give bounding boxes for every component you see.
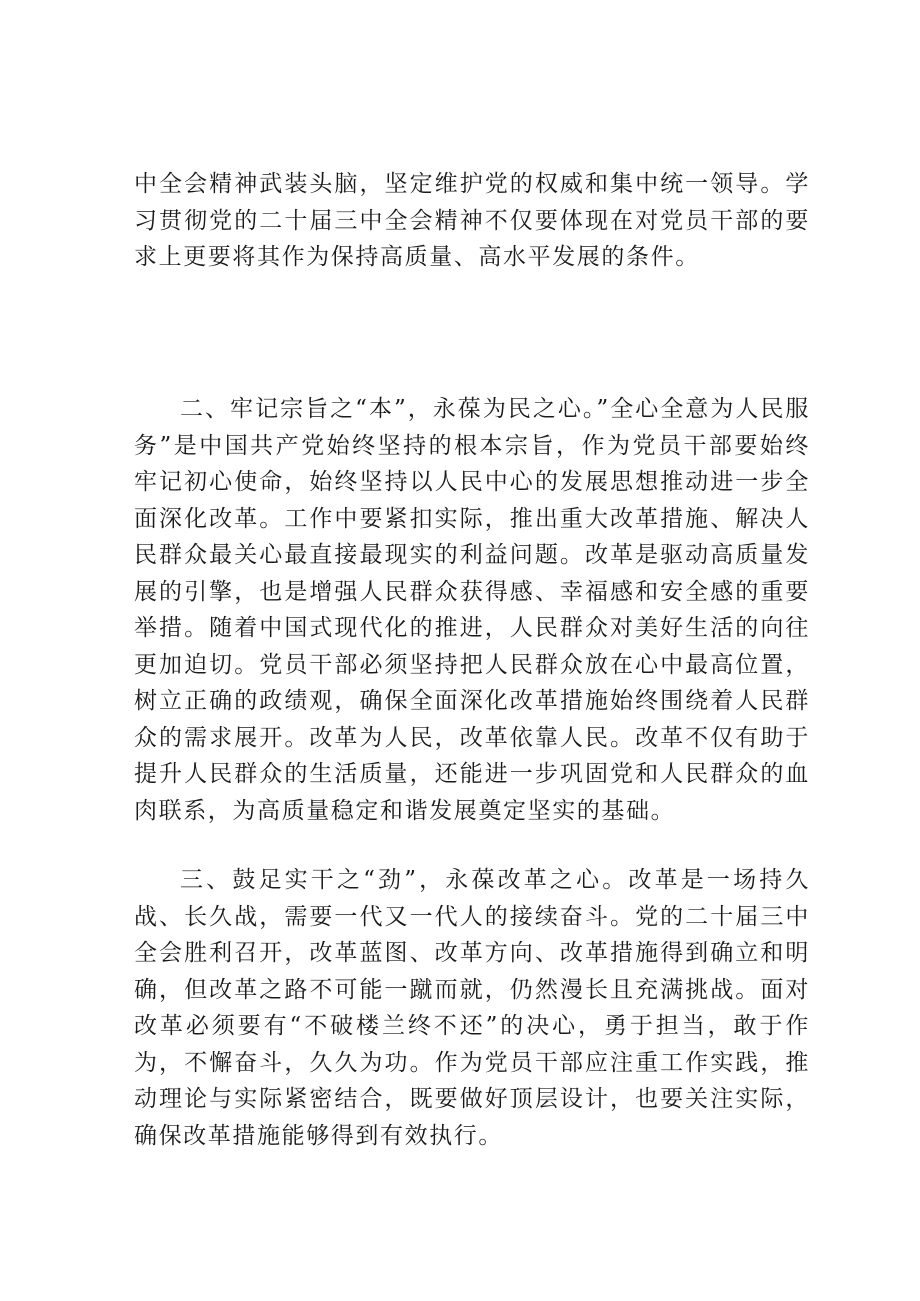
paragraph-text: 二、牢记宗旨之“本”，永葆为民之心。”全心全意为人民服务”是中国共产党始终坚持的根本宗旨，作为党员干部要始终牢记初心使命，始终坚持以人民中心的发展思想推动进一步全面深化改革。工作中要紧扣实际，推出重大改革措施、解决人民群众最关心最直接最现实的利益问题。改革是驱动高质量发展的引擎，也是增强人民群众获得感、幸福感和安全感的重要举措。随着中国式现代化的推进，人民群众对美好生活的向往更加迫切。党员干部必须坚持把人民群众放在心中最高位置，树立正确的政绩观，确保全面深化改革措施始终围绕着人民群众的需求展开。改革为人民，改革依靠人民。改革不仅有助于提升人民群众的生活质量，还能进一步巩固党和人民群众的血肉联系，为高质量稳定和谐发展奠定坚实的基础。: [134, 396, 810, 824]
paragraph-text: 中全会精神武装头脑，坚定维护党的权威和集中统一领导。学习贯彻党的二十届三中全会精神不仅要体现在对党员干部的要求上更要将其作为保持高质量、高水平发展的条件。: [134, 171, 810, 270]
paragraph-continuation: [134, 166, 810, 276]
paragraph-text: 三、鼓足实干之“劲”，永葆改革之心。改革是一场持久战、长久战，需要一代又一代人的接续奋斗。党的二十届三中全会胜利召开，改革蓝图、改革方向、改革措施得到确立和明确，但改革之路不可能一蹴而就，仍然漫长且充满挑战。面对改革必须要有“不破楼兰终不还”的决心，勇于担当，敢于作为，不懈奋斗，久久为功。作为党员干部应注重工作实践，推动理论与实际紧密结合，既要做好顶层设计，也要关注实际，确保改革措施能够得到有效执行。: [134, 867, 810, 1149]
paragraph-section-three: [134, 862, 810, 1154]
paragraph-section-two: [134, 391, 810, 829]
